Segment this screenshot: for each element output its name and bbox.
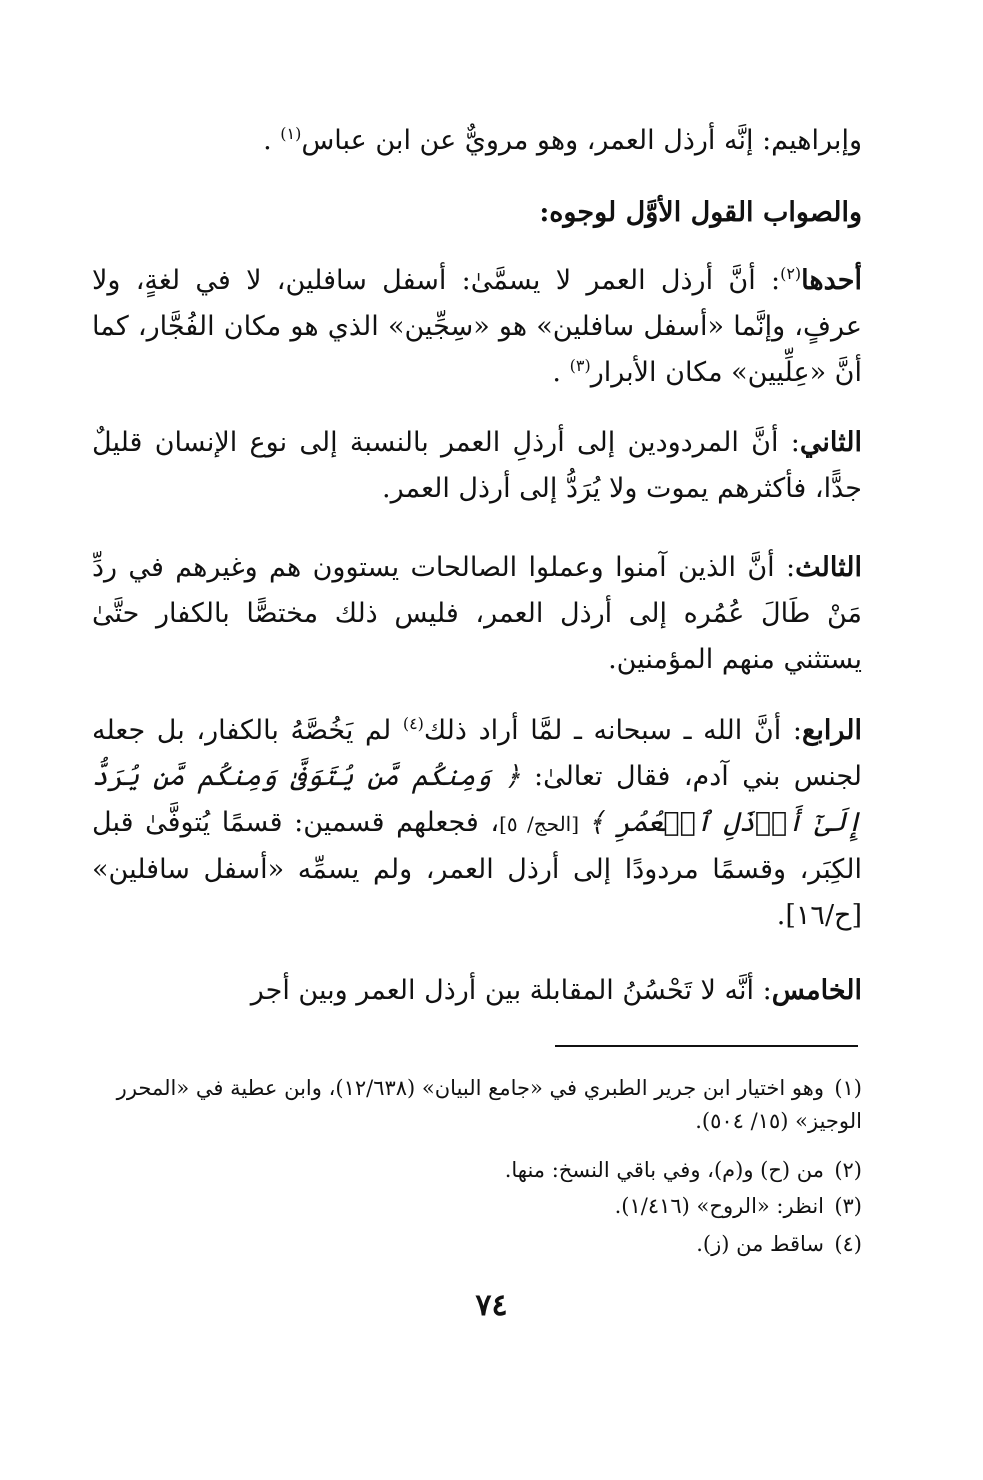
paragraph-lead: الرابع (801, 715, 862, 746)
paragraph-text: : أنَّ أرذل العمر لا يسمَّىٰ: أسفل سافلين، لا في لغةٍ، ولا عرفٍ، وإنَّما «أسفل سافلين» هو «سِجِّين» الذي هو مكان الفُجَّار، كما أنَّ «عِلِّيين» مكان الأبرار (92, 265, 862, 388)
footnote (92, 1072, 862, 1138)
paragraph-lead: الثالث (795, 552, 862, 583)
section-heading (92, 190, 862, 236)
footnote-separator (555, 1045, 858, 1047)
verse-citation: [الحج/ ٥] (499, 812, 589, 836)
paragraph-second (92, 420, 862, 512)
paragraph-text: : أنَّ المردودين إلى أرذلِ العمر بالنسبة إلى نوع الإنسان قليلٌ جدًّا، فأكثرهم يموت ولا يُرَدُّ إلى أرذل العمر. (92, 427, 862, 504)
paragraph-text: لم يَخُصَّهُ بالكفار، بل جعله لجنس بني آدم، فقال تعالىٰ: (92, 715, 863, 792)
paragraph-text: : أنَّ الله ـ سبحانه ـ لمَّا أراد ذلك (423, 715, 802, 746)
paragraph-lead: الثاني (799, 427, 862, 458)
paragraph-first (92, 258, 862, 396)
footnote-text: وهو اختيار ابن جرير الطبري في «جامع البيان» (١٢/٦٣٨)، وابن عطية في «المحرر الوجيز» (١٥/ ٥٠٤). (116, 1076, 862, 1133)
footnote-ref[interactable]: (٢) (780, 264, 802, 283)
paragraph-fourth (92, 708, 862, 939)
paragraph-continuation (92, 118, 862, 164)
footnote-number: (١) (834, 1076, 862, 1100)
footnote-number: (٤) (834, 1232, 862, 1256)
footnote (92, 1228, 862, 1261)
paragraph-text: ، فجعلهم قسمين: قسمًا يُتوفَّىٰ قبل الكِبَر، وقسمًا مردودًا إلى أرذل العمر، ولم يسمِّه «أسفل سافلين» [ح/١٦]. (92, 807, 862, 931)
paragraph-text: : أنَّ الذين آمنوا وعملوا الصالحات يستوون هم وغيرهم في ردِّ مَنْ طَالَ عُمُره إلى أرذل العمر، فليس ذلك مختصًّا بالكفار حتَّىٰ يستثني منهم المؤمنين. (92, 552, 862, 675)
footnote-text: من (ح) و(م)، وفي باقي النسخ: منها. (504, 1158, 824, 1182)
paragraph-third (92, 545, 862, 683)
footnote (92, 1190, 862, 1223)
paragraph-end: . (263, 125, 272, 156)
heading-text: والصواب القول الأوَّل لوجوه: (539, 197, 862, 228)
paragraph-text: وإبراهيم: إنَّه أرذل العمر، وهو مرويٌّ عن ابن عباس (301, 125, 862, 156)
paragraph-end: . (552, 357, 562, 388)
footnote (92, 1154, 862, 1187)
paragraph-lead: أحدها (801, 265, 862, 296)
footnote-number: (٢) (834, 1158, 862, 1182)
paragraph-lead: الخامس (771, 975, 862, 1006)
footnote-number: (٣) (834, 1194, 862, 1218)
footnote-text: ساقط من (ز). (696, 1232, 824, 1256)
footnote-ref[interactable]: (١) (280, 124, 302, 143)
paragraph-text: : أنَّه لا تَحْسُنُ المقابلة بين أرذل العمر وبين أجر (250, 975, 772, 1006)
quran-verse: ﴿ وَمِنكُم مَّن يُتَوَفَّىٰ وَمِنكُم مَّن يُرَدُّ إِلَىٰٓ أَرۡذَلِ ٱلۡعُمُرِ ﴾ (92, 761, 862, 838)
page-number: ٧٤ (475, 1288, 508, 1323)
footnote-ref[interactable]: (٤) (402, 714, 424, 733)
footnote-ref[interactable]: (٣) (569, 356, 591, 375)
footnote-text: انظر: «الروح» (١/٤١٦). (614, 1194, 824, 1218)
paragraph-fifth (92, 968, 862, 1014)
